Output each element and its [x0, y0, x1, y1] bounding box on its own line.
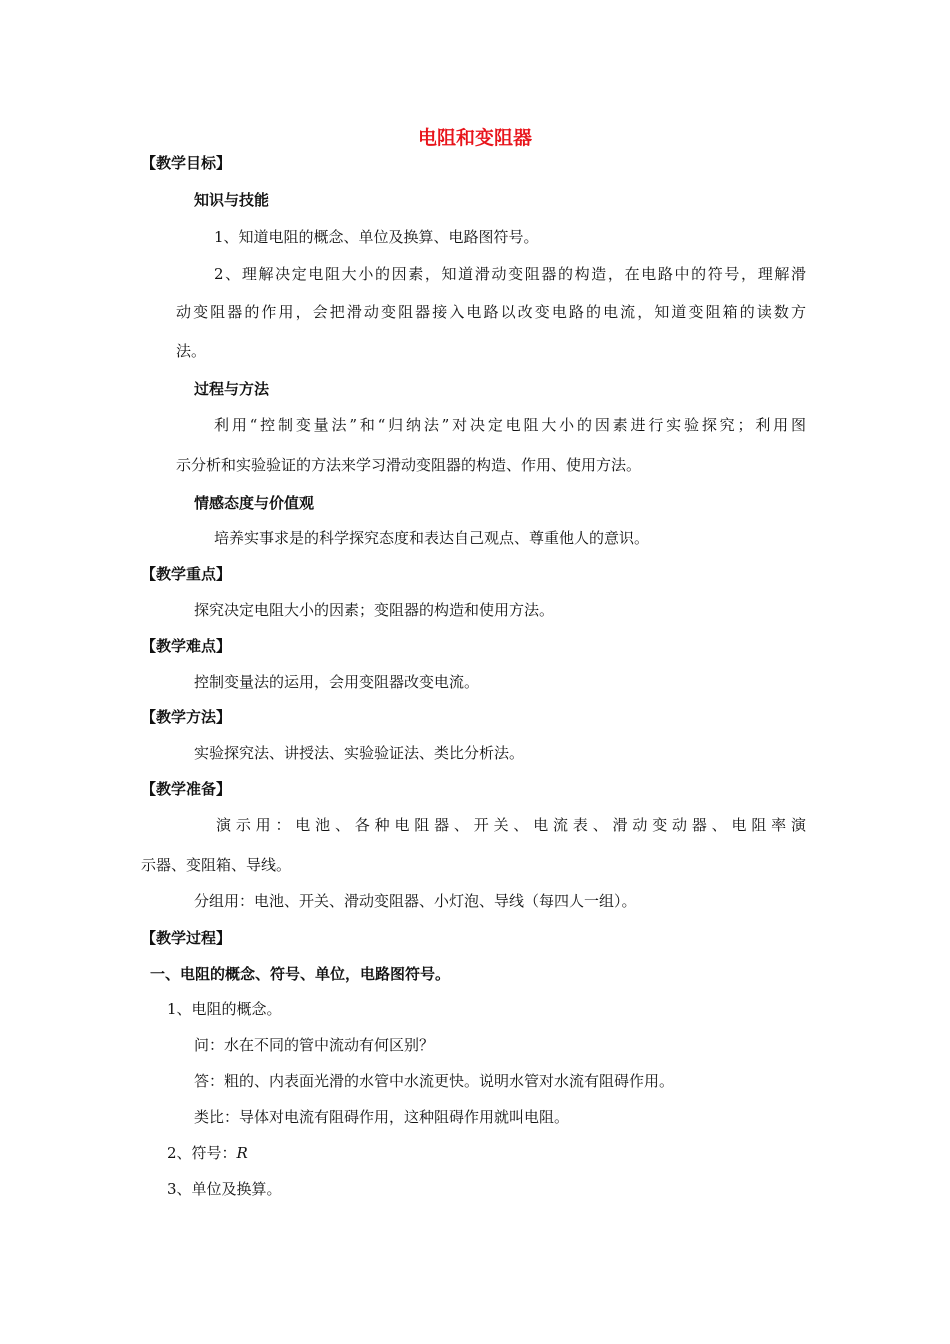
difficult-points-text: 控制变量法的运用，会用变阻器改变电流。	[194, 673, 480, 691]
preparation-demo-line-1: 演示用：电池、各种电阻器、开关、电流表、滑动变动器、电阻率演	[216, 816, 806, 834]
preparation-group: 分组用：电池、开关、滑动变阻器、小灯泡、导线（每四人一组）。	[194, 892, 637, 910]
key-points-text: 探究决定电阻大小的因素；变阻器的构造和使用方法。	[194, 601, 555, 619]
difficult-points-heading: 【教学难点】	[141, 637, 232, 655]
process-method-line-2: 示分析和实验验证的方法来学习滑动变阻器的构造、作用、使用方法。	[176, 456, 642, 474]
knowledge-item-2-line-1: 2、理解决定电阻大小的因素，知道滑动变阻器的构造，在电路中的符号，理解滑	[214, 265, 806, 283]
answer-text: 答：粗的、内表面光滑的水管中水流更快。说明水管对水流有阻碍作用。	[194, 1072, 675, 1090]
emotion-heading: 情感态度与价值观	[194, 494, 315, 512]
emotion-text: 培养实事求是的科学探究态度和表达自己观点、尊重他人的意识。	[214, 529, 650, 547]
key-points-heading: 【教学重点】	[141, 565, 232, 583]
analogy-text: 类比：导体对电流有阻碍作用，这种阻碍作用就叫电阻。	[194, 1108, 570, 1126]
objectives-heading: 【教学目标】	[141, 154, 232, 172]
knowledge-item-1: 1、知道电阻的概念、单位及换算、电路图符号。	[214, 228, 539, 246]
knowledge-item-2-line-3: 法。	[176, 342, 207, 360]
resistance-symbol: R	[236, 1144, 248, 1162]
document-title: 电阻和变阻器	[417, 127, 532, 149]
teaching-process-heading: 【教学过程】	[141, 929, 232, 947]
item-3-units: 3、单位及换算。	[167, 1180, 282, 1198]
process-method-line-1: 利用“控制变量法”和“归纳法”对决定电阻大小的因素进行实验探究；利用图	[214, 416, 806, 434]
item-2-label: 2、符号：	[167, 1144, 237, 1162]
item-2-symbol	[167, 1143, 248, 1163]
preparation-heading: 【教学准备】	[141, 780, 232, 798]
teaching-method-heading: 【教学方法】	[141, 708, 232, 726]
question-text: 问：水在不同的管中流动有何区别？	[194, 1036, 435, 1054]
process-method-heading: 过程与方法	[194, 380, 270, 398]
item-1-concept: 1、电阻的概念。	[167, 1000, 282, 1018]
knowledge-heading: 知识与技能	[194, 191, 270, 209]
knowledge-item-2-line-2: 动变阻器的作用，会把滑动变阻器接入电路以改变电路的电流，知道变阻箱的读数方	[176, 303, 806, 321]
part-1-heading: 一、电阻的概念、符号、单位，电路图符号。	[150, 965, 451, 983]
teaching-method-text: 实验探究法、讲授法、实验验证法、类比分析法。	[194, 744, 525, 762]
preparation-demo-line-2: 示器、变阻箱、导线。	[141, 856, 292, 874]
